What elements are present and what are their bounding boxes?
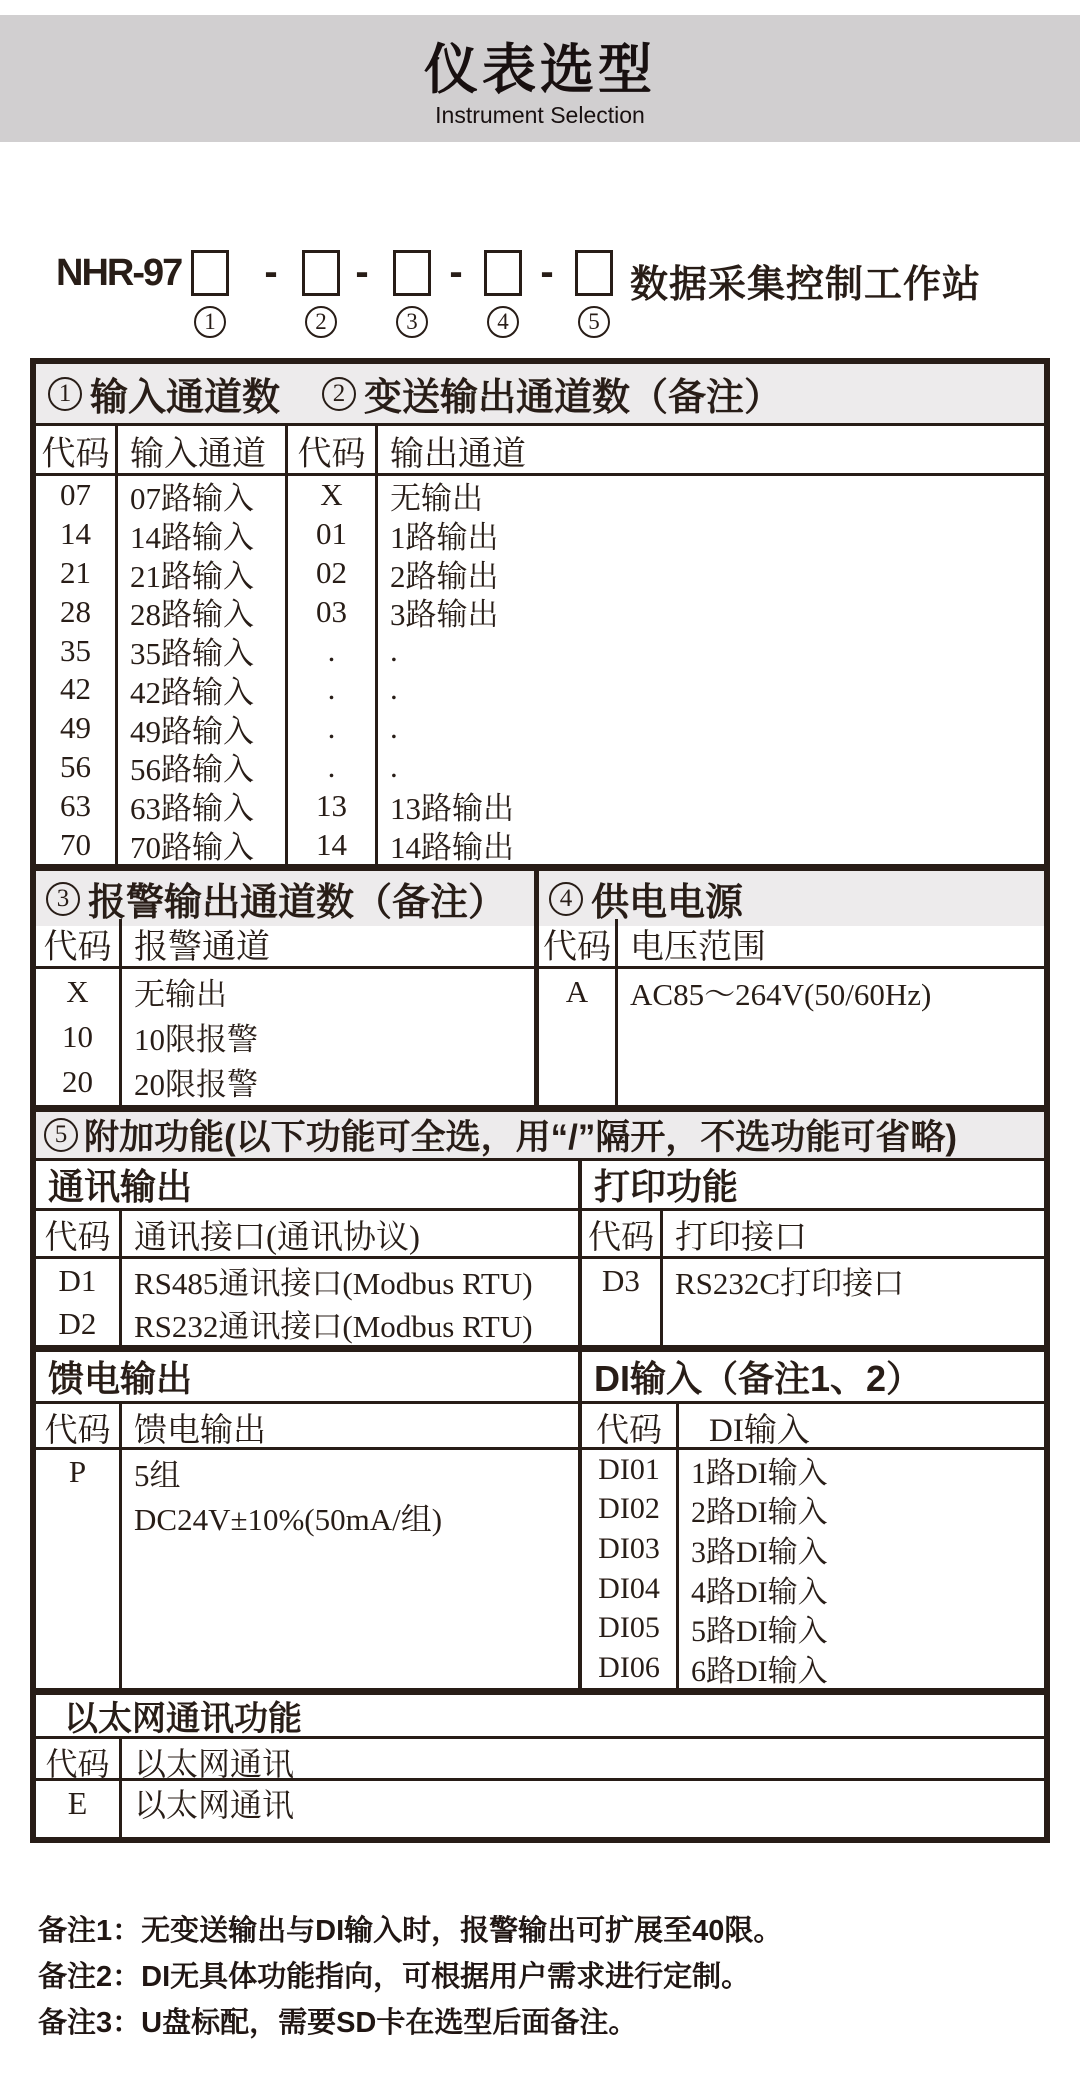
list-item: DI06 [598,1650,660,1684]
list-item: . [327,710,336,746]
position-badge-1: 1 [194,306,226,338]
position-badge-3: 3 [396,306,428,338]
print-label-cell [663,1259,1044,1345]
list-item: DI04 [598,1571,660,1605]
list-item: DI02 [598,1492,660,1526]
list-item: . [390,748,398,784]
print-data-area [582,1259,1044,1345]
section-alarm-power-header [36,864,1044,924]
list-item: 以太网通讯 [134,1787,295,1823]
list-item: DI05 [598,1611,660,1645]
list-item: 21路输入 [130,558,254,594]
col-header-ethernet-comm: 以太网通讯 [134,1746,295,1782]
list-item: 14 [316,826,347,862]
list-item: 21 [60,554,91,590]
feed-value-cell [122,1450,578,1688]
model-slot-box-4 [484,250,522,296]
extra-header-label: 附加功能(以下功能可全选，用“/”隔开，不选功能可省略) [84,1118,958,1157]
io-data-area [36,476,1044,864]
list-item: 28 [60,593,91,629]
list-item: 20限报警 [134,1067,258,1102]
di-subsection [582,1352,1044,1688]
di-data-area [582,1450,1044,1688]
list-item: 14路输出 [390,830,514,866]
comm-print-block [36,1161,1044,1345]
col-header-input-channel: 输入通道 [118,426,288,475]
model-slot-box-1 [191,250,229,296]
circled-1-badge: 1 [48,377,82,411]
alarm-power-column-header-row [36,919,1044,969]
comm-subsection [36,1161,582,1345]
circled-3-badge: 3 [46,882,80,916]
list-item: DI03 [598,1531,660,1565]
col-header-code: 代码 [288,426,378,475]
output-label-list [378,476,1044,864]
list-item: 4路DI输入 [691,1575,828,1609]
list-item: D3 [602,1262,640,1298]
list-item: 49 [60,710,91,746]
list-item: 07路输入 [130,480,254,516]
power-value-cell [618,969,1044,1105]
comm-label-list [122,1259,578,1345]
model-slot-box-5 [575,250,613,296]
list-item: 28路输入 [130,597,254,633]
position-badge-5: 5 [578,306,610,338]
section-io-header [36,364,1044,426]
page-title: 仪表选型 [424,40,656,100]
list-item: 02 [316,554,347,590]
di-column-header-row [582,1404,1044,1450]
col-header-comm-interface: 通讯接口(通讯协议) [134,1220,420,1256]
list-item: 1路输出 [390,519,499,555]
col-header-print-interface: 打印接口 [675,1220,807,1256]
list-item: 6路DI输入 [691,1654,828,1688]
print-title: 打印功能 [582,1161,1044,1211]
list-item: 63路输入 [130,791,254,827]
input-code-list [36,476,118,864]
list-item: 5路DI输入 [691,1615,828,1649]
col-header-code: 代码 [36,1739,122,1785]
col-header-voltage-range: 电压范围 [630,929,766,966]
feed-subsection [36,1352,582,1688]
model-code-line [0,248,1080,358]
list-item: P [68,1454,87,1489]
ethernet-label-cell [122,1781,1044,1837]
list-item: 14 [60,516,91,552]
comm-title: 通讯输出 [36,1161,578,1211]
list-item: 56 [60,748,91,784]
model-prefix: NHR-97 [56,252,182,294]
model-slot-box-2 [302,250,340,296]
list-item: A [565,973,589,1009]
list-item: 3路DI输入 [691,1535,828,1569]
io-header-label-output: 变送输出通道数（备注） [364,377,783,419]
print-column-header-row [582,1211,1044,1259]
list-item: 42路输入 [130,674,254,710]
position-badge-2: 2 [305,306,337,338]
model-dash: - [355,250,369,294]
print-code-cell [582,1259,663,1345]
list-item: 1路DI输入 [691,1456,828,1490]
list-item: 56路输入 [130,752,254,788]
list-item: 3路输出 [390,597,499,633]
comm-code-list [36,1259,122,1345]
ethernet-column-header-row [36,1739,1044,1781]
alarm-power-data-area [36,969,1044,1105]
list-item: X [320,477,343,513]
feed-di-block [36,1345,1044,1688]
output-code-list [288,476,378,864]
alarm-header-label: 报警输出通道数（备注） [88,882,507,924]
col-header-code: 代码 [582,1404,679,1451]
list-item: 无输出 [390,480,483,516]
list-item: 70 [60,826,91,862]
header-banner [0,15,1080,142]
list-item: . [327,748,336,784]
list-item: . [390,632,398,668]
alarm-header [36,871,539,926]
section-extra-header [36,1105,1044,1161]
footnote-3: 备注3：U盘标配，需要SD卡在选型后面备注。 [38,2006,638,2039]
feed-code-cell [36,1450,122,1688]
circled-4-badge: 4 [549,882,583,916]
list-item: D1 [58,1262,97,1298]
col-header-code: 代码 [36,919,122,968]
col-header-code: 代码 [36,1404,122,1451]
list-item: 20 [62,1063,93,1099]
col-header-code: 代码 [36,1211,122,1258]
power-code-cell [539,969,618,1105]
print-subsection [582,1161,1044,1345]
list-item: 13路输出 [390,791,514,827]
list-item: DI01 [598,1452,660,1486]
page-subtitle: Instrument Selection [435,102,645,128]
col-header-alarm-channel: 报警通道 [122,919,539,968]
list-item: . [327,671,336,707]
list-item: X [66,973,89,1009]
di-title: DI输入（备注1、2） [582,1352,1044,1404]
footnote-2: 备注2：DI无具体功能指向，可根据用户需求进行定制。 [38,1960,751,1993]
power-header-label: 供电电源 [591,882,744,924]
list-item: 70路输入 [130,830,254,866]
list-item: . [327,632,336,668]
list-item: D2 [58,1305,97,1341]
list-item: 5组 [134,1457,181,1493]
list-item: 42 [60,671,91,707]
list-item: 49路输入 [130,713,254,749]
model-dash: - [449,250,463,294]
list-item: 2路输出 [390,558,499,594]
list-item: 10 [62,1018,93,1054]
comm-data-area [36,1259,578,1345]
model-dash: - [540,250,554,294]
di-label-list [679,1450,1044,1688]
comm-column-header-row [36,1211,578,1259]
alarm-label-list [122,969,539,1105]
feed-data-area [36,1450,578,1688]
list-item: 2路DI输入 [691,1496,828,1530]
selection-table [30,358,1050,1843]
list-item: . [390,671,398,707]
list-item: 03 [316,593,347,629]
col-header-code: 代码 [539,919,618,968]
list-item: AC85～264V(50/60Hz) [630,977,932,1012]
footnotes [38,1905,1048,2043]
list-item: E [67,1784,88,1821]
list-item: 10限报警 [134,1022,258,1057]
col-header-feed-output: 馈电输出 [134,1413,266,1449]
list-item: DC24V±10%(50mA/组) [134,1501,443,1537]
feed-title: 馈电输出 [36,1352,578,1404]
alarm-code-list [36,969,122,1105]
position-badge-4: 4 [487,306,519,338]
col-header-output-channel: 输出通道 [390,436,526,473]
input-label-list [118,476,288,864]
model-slot-box-3 [393,250,431,296]
ethernet-data-area [36,1781,1044,1837]
list-item: RS485通讯接口(Modbus RTU) [134,1266,533,1301]
circled-5-badge: 5 [44,1118,78,1152]
list-item: 14路输入 [130,519,254,555]
io-header-label-input: 输入通道数 [90,377,281,419]
list-item: 13 [316,787,347,823]
col-header-code: 代码 [582,1211,663,1258]
list-item: . [390,710,398,746]
list-item: 07 [60,477,91,513]
list-item: 无输出 [134,977,227,1012]
list-item: RS232通讯接口(Modbus RTU) [134,1309,533,1344]
io-column-header-row [36,426,1044,476]
circled-2-badge: 2 [322,377,356,411]
di-code-list [582,1450,679,1688]
footnote-1: 备注1：无变送输出与DI输入时，报警输出可扩展至40限。 [38,1914,783,1947]
col-header-di-input: DI输入 [709,1413,810,1449]
power-header [539,871,1044,926]
list-item: 35 [60,632,91,668]
model-suffix: 数据采集控制工作站 [630,264,982,306]
ethernet-title: 以太网通讯功能 [36,1695,1044,1739]
model-dash: - [264,250,278,294]
ethernet-code-cell [36,1781,122,1837]
feed-column-header-row [36,1404,578,1450]
ethernet-subsection [36,1688,1044,1837]
col-header-code: 代码 [36,426,118,475]
list-item: 01 [316,516,347,552]
list-item: 35路输入 [130,636,254,672]
list-item: 63 [60,787,91,823]
list-item: RS232C打印接口 [675,1266,905,1301]
